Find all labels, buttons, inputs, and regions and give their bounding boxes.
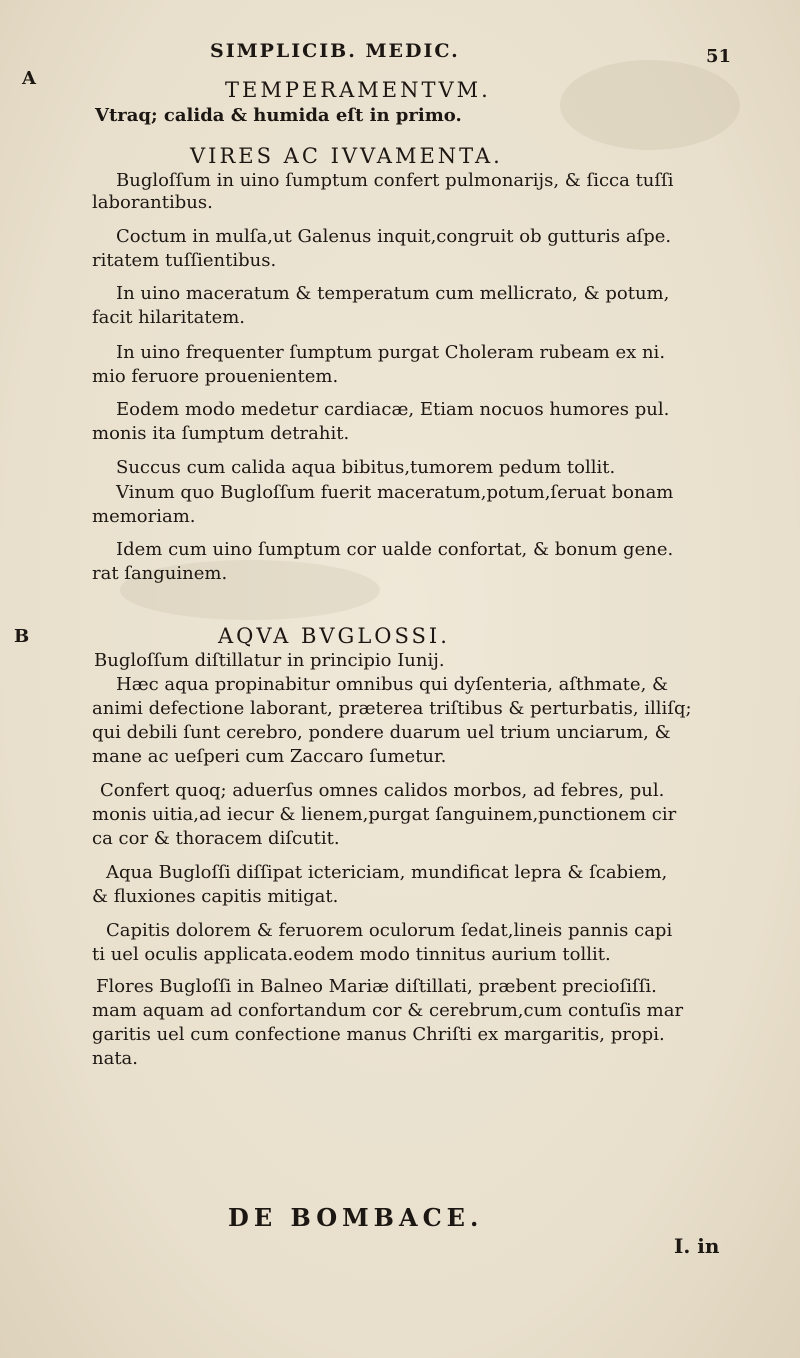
next-section-title: DE BOMBACE. — [228, 1203, 484, 1232]
text-line: & fluxiones capitis mitigat. — [92, 886, 339, 907]
section-title-temperamentum: TEMPERAMENTVM. — [225, 78, 491, 102]
text-line: mam aquam ad confortandum cor & cerebrum,cum contuſis mar — [92, 1000, 684, 1021]
text-line: Coctum in mulſa,ut Galenus inquit,congruit ob gutturis aſpe. — [116, 226, 672, 247]
text-line: ti uel oculis applicata.eodem modo tinnitus aurium tollit. — [92, 944, 611, 965]
text-line: In uino frequenter ſumptum purgat Choleram rubeam ex ni. — [116, 342, 666, 363]
text-line: Bugloſſum in uino ſumptum confert pulmonarijs, & ſicca tuſſi — [116, 170, 674, 191]
text-line: Vinum quo Bugloſſum fuerit maceratum,potum,ſeruat bonam — [116, 482, 674, 503]
text-line: Hæc aqua propinabitur omnibus qui dyſenteria, aſthmate, & — [116, 674, 669, 695]
text-line: Succus cum calida aqua bibitus,tumorem pedum tollit. — [116, 457, 616, 478]
text-line: Idem cum uino ſumptum cor ualde confortat, & bonum gene. — [116, 539, 674, 560]
text-line: ritatem tuſſientibus. — [92, 250, 277, 271]
text-line: Confert quoq; aduerſus omnes calidos morbos, ad febres, pul. — [100, 780, 665, 801]
section-title-vires: VIRES AC IVVAMENTA. — [190, 144, 503, 168]
temperament-text: Vtraq; calida & humida eſt in primo. — [95, 105, 462, 126]
text-line: mane ac ueſperi cum Zaccaro ſumetur. — [92, 746, 447, 767]
margin-marker-b: B — [14, 626, 30, 647]
text-line: memoriam. — [92, 506, 196, 527]
text-line: rat ſanguinem. — [92, 563, 228, 584]
running-head: SIMPLICIB. MEDIC. — [210, 40, 460, 62]
section-title-aqua-buglossi: AQVA BVGLOSSI. — [218, 624, 450, 648]
text-line: Bugloſſum diſtillatur in principio Iunij. — [94, 650, 445, 671]
text-line: nata. — [92, 1048, 139, 1069]
text-line: Flores Bugloſſi in Balneo Mariæ diſtillati, præbent precioſiſſi. — [96, 976, 657, 997]
text-line: ca cor & thoracem diſcutit. — [92, 828, 340, 849]
margin-marker-a: A — [22, 68, 36, 89]
text-line: monis uitia,ad iecur & lienem,purgat ſanguinem,punctionem cir — [92, 804, 677, 825]
catchword: I. in — [674, 1234, 720, 1258]
text-line: laborantibus. — [92, 192, 213, 213]
text-line: animi defectione laborant, præterea triſtibus & perturbatis, illiſq; — [92, 698, 692, 719]
text-line: Capitis dolorem & feruorem oculorum ſedat,lineis pannis capi — [106, 920, 673, 941]
page-number: 51 — [706, 46, 732, 67]
text-line: mio feruore prouenientem. — [92, 366, 339, 387]
text-line: qui debili ſunt cerebro, pondere duarum uel trium unciarum, & — [92, 722, 671, 743]
text-line: facit hilaritatem. — [92, 307, 246, 328]
text-line: Eodem modo medetur cardiacæ, Etiam nocuos humores pul. — [116, 399, 670, 420]
text-line: Aqua Bugloſſi diſſipat ictericiam, mundificat lepra & ſcabiem, — [106, 862, 668, 883]
text-line: garitis uel cum confectione manus Chriſti ex margaritis, propi. — [92, 1024, 665, 1045]
text-line: monis ita ſumptum detrahit. — [92, 423, 350, 444]
text-line: In uino maceratum & temperatum cum mellicrato, & potum, — [116, 283, 670, 304]
